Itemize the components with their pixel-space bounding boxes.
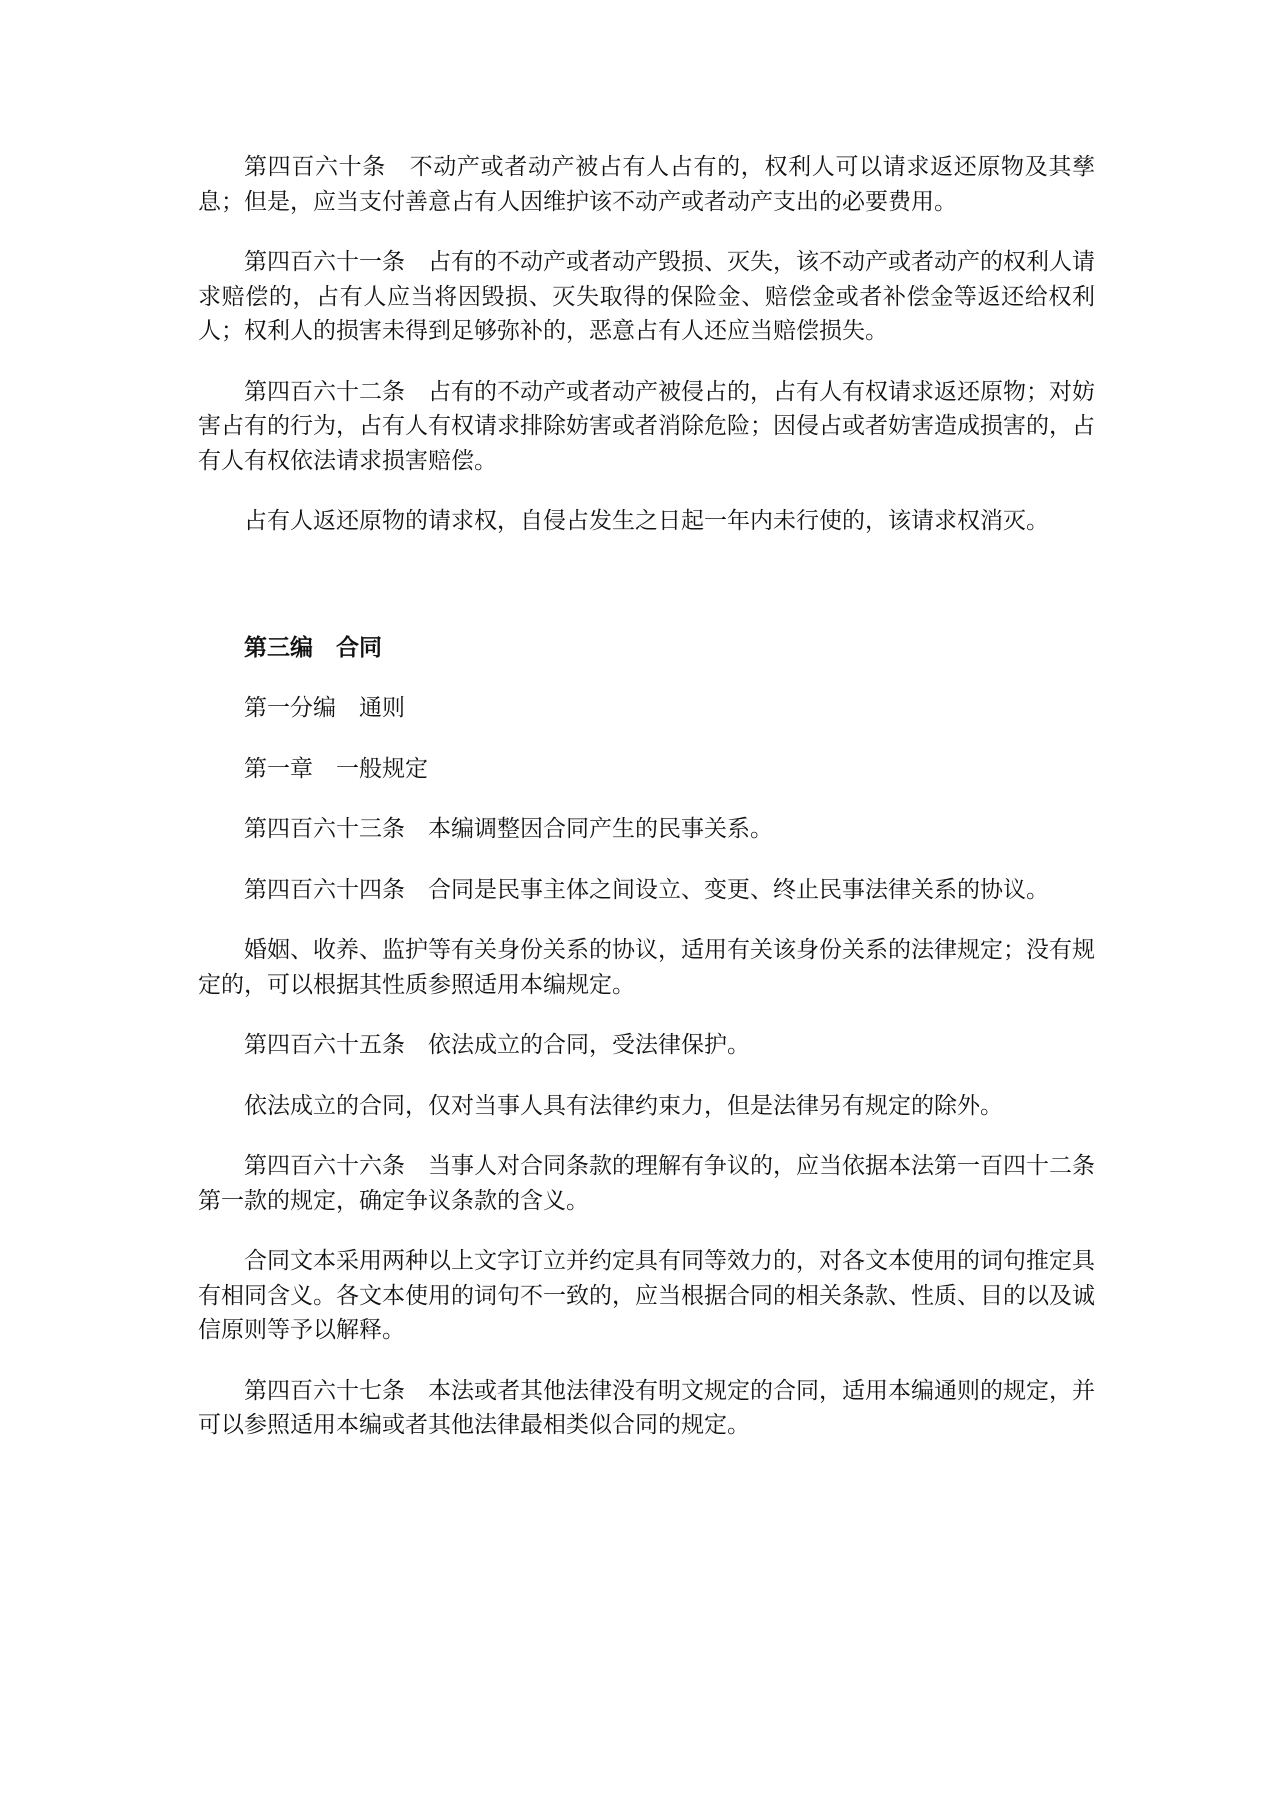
article-text: 占有的不动产或者动产毁损、灭失，该不动产或者动产的权利人请求赔偿的，占有人应当将因毁损、灭失取得的保险金、赔偿金或者补偿金等返还给权利人；权利人的损害未得到足够弥补的，恶意占有人还应当赔偿损失。 [198,249,1095,344]
article-number: 第四百六十一条 [244,249,405,275]
article-text: 合同是民事主体之间设立、变更、终止民事法律关系的协议。 [428,876,1049,903]
article-text: 本法或者其他法律没有明文规定的合同，适用本编通则的规定，并可以参照适用本编或者其他法律最相类似合同的规定。 [198,1377,1095,1438]
article-465 [198,1028,1095,1063]
article-462 [198,375,1095,479]
article-number: 第四百六十七条 [244,1377,405,1404]
part-heading [198,691,1095,726]
paragraph-text: 婚姻、收养、监护等有关身份关系的协议，适用有关该身份关系的法律规定；没有规定的，可以根据其性质参照适用本编规定。 [198,937,1095,998]
article-460 [198,150,1095,219]
book-title: 合同 [336,633,382,661]
part-title: 通则 [359,695,405,721]
article-text: 依法成立的合同，受法律保护。 [428,1032,750,1058]
paragraph-text: 合同文本采用两种以上文字订立并约定具有同等效力的，对各文本使用的词句推定具有相同含义。各文本使用的词句不一致的，应当根据合同的相关条款、性质、目的以及诚信原则等予以解释。 [198,1248,1095,1343]
article-text: 当事人对合同条款的理解有争议的，应当依据本法第一百四十二条第一款的规定，确定争议条款的含义。 [198,1153,1095,1214]
article-number: 第四百六十四条 [244,876,405,903]
article-465-paragraph-2 [198,1089,1095,1124]
book-heading [198,631,1095,666]
article-467 [198,1374,1095,1443]
document-page [198,150,1095,1443]
book-number: 第三编 [244,633,313,661]
article-text: 本编调整因合同产生的民事关系。 [428,816,773,842]
article-number: 第四百六十二条 [244,378,405,405]
paragraph-text: 占有人返还原物的请求权，自侵占发生之日起一年内未行使的，该请求权消灭。 [244,508,1049,534]
article-464-paragraph-2 [198,933,1095,1002]
article-number: 第四百六十三条 [244,816,405,842]
article-466 [198,1149,1095,1218]
article-466-paragraph-2 [198,1244,1095,1348]
article-number: 第四百六十五条 [244,1032,405,1058]
chapter-number: 第一章 [244,755,313,782]
article-number: 第四百六十条 [244,154,386,180]
paragraph-text: 依法成立的合同，仅对当事人具有法律约束力，但是法律另有规定的除外。 [244,1092,1003,1119]
chapter-heading [198,752,1095,787]
article-464 [198,873,1095,908]
article-text: 不动产或者动产被占有人占有的，权利人可以请求返还原物及其孳息；但是，应当支付善意占有人因维护该不动产或者动产支出的必要费用。 [198,154,1096,215]
chapter-title: 一般规定 [336,755,428,782]
article-number: 第四百六十六条 [244,1153,405,1179]
article-462-paragraph-2 [198,504,1095,539]
article-461 [198,245,1095,349]
part-number: 第一分编 [244,695,336,721]
article-463 [198,812,1095,847]
article-text: 占有的不动产或者动产被侵占的，占有人有权请求返还原物；对妨害占有的行为，占有人有权请求排除妨害或者消除危险；因侵占或者妨害造成损害的，占有人有权依法请求损害赔偿。 [198,378,1095,474]
